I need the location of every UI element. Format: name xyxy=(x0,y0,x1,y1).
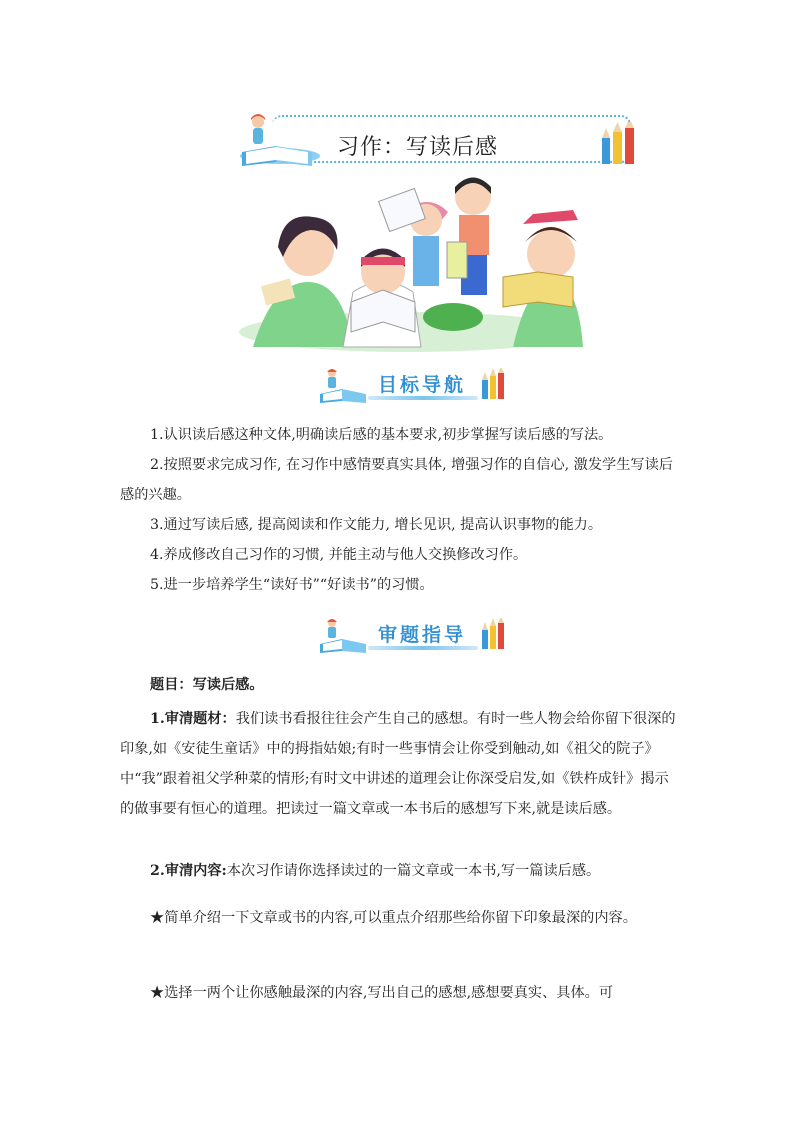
section-title-guide: 审题指导 xyxy=(378,624,467,646)
guide-label-2: 2.审清内容: xyxy=(150,863,227,879)
goal-item-4: 4.养成修改自己习作的习惯, 并能主动与他人交换修改习作。 xyxy=(150,547,528,563)
section-underline xyxy=(368,396,478,400)
section-header-goals xyxy=(316,366,506,406)
pencil-icon xyxy=(480,368,508,400)
goal-item-5: 5.进一步培养学生“读好书”“好读书”的习惯。 xyxy=(150,577,434,593)
section-title-goals: 目标导航 xyxy=(378,374,467,396)
reading-girl-icon xyxy=(316,616,372,654)
pencil-icon xyxy=(480,618,508,650)
goal-item-3: 3.通过写读后感, 提高阅读和作文能力, 增长见识, 提高认识事物的能力。 xyxy=(150,517,603,533)
guide-star-1: ★简单介绍一下文章或书的内容,可以重点介绍那些给你留下印象最深的内容。 xyxy=(150,910,637,926)
pencil-icon xyxy=(598,122,640,166)
guide-paragraph-2 xyxy=(120,856,680,886)
guide-text-1: 我们读书看报往往会产生自己的感想。有时一些人物会给你留下很深的印象,如《安徒生童话》中的拇指姑娘;有时一些事情会让你受到触动,如《祖父的院子》中“我”跟着祖父学种菜的情形;有时文中讲述的道理会让你深受启发,如《铁杵成针》揭示的做事要有恒心的道理。把读过一篇文章或一本书后的感想写下来,就是读后感。 xyxy=(120,711,676,817)
page-title: 习作：写读后感 xyxy=(337,135,499,160)
reading-girl-icon xyxy=(316,366,372,404)
goal-item-2: 2.按照要求完成习作, 在习作中感情要真实具体, 增强习作的自信心, 激发学生写读后感的兴趣。 xyxy=(120,457,673,503)
guide-text-2: 本次习作请你选择读过的一篇文章或一本书,写一篇读后感。 xyxy=(226,863,601,879)
guide-paragraph-1 xyxy=(120,704,680,824)
section-underline xyxy=(368,646,478,650)
guide-label-1: 1.审清题材： xyxy=(150,711,236,727)
guide-topic: 题目：写读后感。 xyxy=(150,677,264,693)
section-header-guide xyxy=(316,616,506,656)
reading-girl-icon xyxy=(232,112,322,168)
guide-star-2: ★选择一两个让你感触最深的内容,写出自己的感想,感想要真实、具体。可 xyxy=(150,985,614,1001)
goal-item-1: 1.认识读后感这种文体,明确读后感的基本要求,初步掌握写读后感的写法。 xyxy=(150,427,613,443)
title-banner xyxy=(232,112,640,168)
children-reading-illustration xyxy=(233,172,585,352)
